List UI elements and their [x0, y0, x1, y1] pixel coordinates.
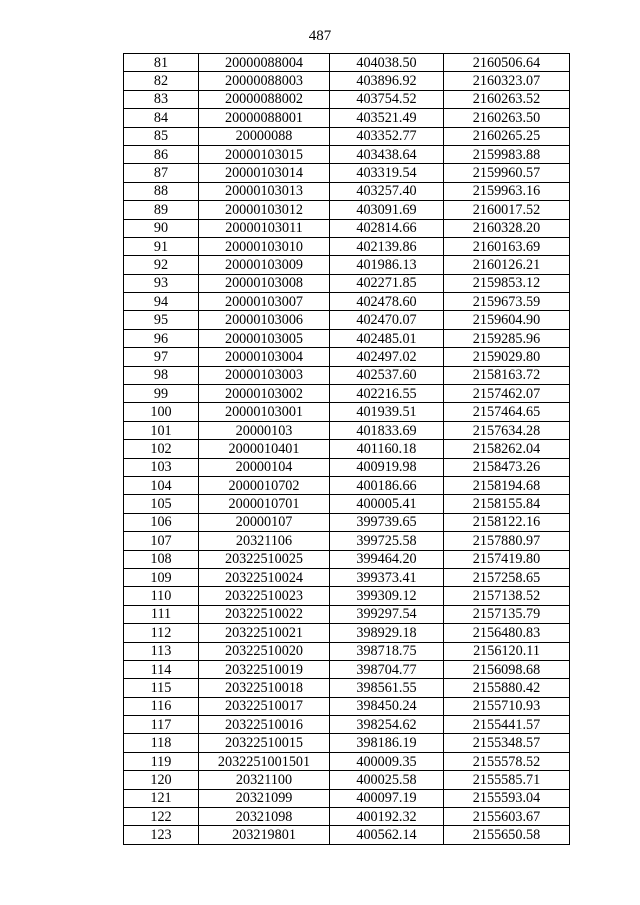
- row-number-cell: 90: [124, 219, 199, 237]
- y-coordinate-cell: 2156120.11: [444, 642, 570, 660]
- x-coordinate-cell: 402139.86: [330, 237, 444, 255]
- x-coordinate-cell: 400192.32: [330, 808, 444, 826]
- y-coordinate-cell: 2160265.25: [444, 127, 570, 145]
- y-coordinate-cell: 2160506.64: [444, 54, 570, 72]
- x-coordinate-cell: 403896.92: [330, 72, 444, 90]
- row-number-cell: 85: [124, 127, 199, 145]
- x-coordinate-cell: 398450.24: [330, 697, 444, 715]
- x-coordinate-cell: 402814.66: [330, 219, 444, 237]
- point-id-cell: 20321098: [199, 808, 330, 826]
- point-id-cell: 20000103001: [199, 403, 330, 421]
- x-coordinate-cell: 399739.65: [330, 513, 444, 531]
- point-id-cell: 20322510021: [199, 624, 330, 642]
- y-coordinate-cell: 2160323.07: [444, 72, 570, 90]
- point-id-cell: 20000103010: [199, 237, 330, 255]
- table-row: [124, 274, 570, 292]
- y-coordinate-cell: 2157135.79: [444, 605, 570, 623]
- y-coordinate-cell: 2156480.83: [444, 624, 570, 642]
- point-id-cell: 203219801: [199, 826, 330, 844]
- row-number-cell: 109: [124, 568, 199, 586]
- point-id-cell: 20322510025: [199, 550, 330, 568]
- table-row: [124, 716, 570, 734]
- y-coordinate-cell: 2155603.67: [444, 808, 570, 826]
- row-number-cell: 84: [124, 109, 199, 127]
- x-coordinate-cell: 402485.01: [330, 329, 444, 347]
- table-row: [124, 54, 570, 72]
- point-id-cell: 20322510019: [199, 660, 330, 678]
- table-row: [124, 127, 570, 145]
- table-row: [124, 109, 570, 127]
- table-row: [124, 826, 570, 844]
- point-id-cell: 2032251001501: [199, 752, 330, 770]
- row-number-cell: 123: [124, 826, 199, 844]
- x-coordinate-cell: 398929.18: [330, 624, 444, 642]
- point-id-cell: 20000103002: [199, 385, 330, 403]
- row-number-cell: 103: [124, 458, 199, 476]
- y-coordinate-cell: 2159960.57: [444, 164, 570, 182]
- row-number-cell: 99: [124, 385, 199, 403]
- x-coordinate-cell: 400186.66: [330, 476, 444, 494]
- table-row: [124, 660, 570, 678]
- row-number-cell: 91: [124, 237, 199, 255]
- point-id-cell: 20000103013: [199, 182, 330, 200]
- point-id-cell: 20000103004: [199, 348, 330, 366]
- x-coordinate-cell: 398186.19: [330, 734, 444, 752]
- x-coordinate-cell: 403352.77: [330, 127, 444, 145]
- y-coordinate-cell: 2158122.16: [444, 513, 570, 531]
- point-id-cell: 20322510018: [199, 679, 330, 697]
- x-coordinate-cell: 402271.85: [330, 274, 444, 292]
- row-number-cell: 104: [124, 476, 199, 494]
- point-id-cell: 20000103015: [199, 145, 330, 163]
- x-coordinate-cell: 401160.18: [330, 440, 444, 458]
- x-coordinate-cell: 399309.12: [330, 587, 444, 605]
- table-row: [124, 679, 570, 697]
- y-coordinate-cell: 2155650.58: [444, 826, 570, 844]
- row-number-cell: 89: [124, 201, 199, 219]
- table-row: [124, 587, 570, 605]
- table-row: [124, 458, 570, 476]
- point-id-cell: 20000103007: [199, 293, 330, 311]
- y-coordinate-cell: 2158473.26: [444, 458, 570, 476]
- y-coordinate-cell: 2155710.93: [444, 697, 570, 715]
- x-coordinate-cell: 400097.19: [330, 789, 444, 807]
- y-coordinate-cell: 2160163.69: [444, 237, 570, 255]
- x-coordinate-cell: 401833.69: [330, 421, 444, 439]
- table-row: [124, 201, 570, 219]
- point-id-cell: 20321099: [199, 789, 330, 807]
- table-row: [124, 532, 570, 550]
- x-coordinate-cell: 403257.40: [330, 182, 444, 200]
- x-coordinate-cell: 403319.54: [330, 164, 444, 182]
- row-number-cell: 113: [124, 642, 199, 660]
- y-coordinate-cell: 2160263.50: [444, 109, 570, 127]
- y-coordinate-cell: 2159963.16: [444, 182, 570, 200]
- point-id-cell: 20322510022: [199, 605, 330, 623]
- x-coordinate-cell: 400562.14: [330, 826, 444, 844]
- row-number-cell: 94: [124, 293, 199, 311]
- row-number-cell: 114: [124, 660, 199, 678]
- x-coordinate-cell: 399725.58: [330, 532, 444, 550]
- row-number-cell: 106: [124, 513, 199, 531]
- table-row: [124, 293, 570, 311]
- point-id-cell: 20000103014: [199, 164, 330, 182]
- row-number-cell: 81: [124, 54, 199, 72]
- point-id-cell: 20322510016: [199, 716, 330, 734]
- table-row: [124, 237, 570, 255]
- x-coordinate-cell: 398718.75: [330, 642, 444, 660]
- y-coordinate-cell: 2160328.20: [444, 219, 570, 237]
- point-id-cell: 20000103012: [199, 201, 330, 219]
- row-number-cell: 98: [124, 366, 199, 384]
- coordinates-table-body: [124, 54, 570, 845]
- x-coordinate-cell: 402478.60: [330, 293, 444, 311]
- row-number-cell: 88: [124, 182, 199, 200]
- y-coordinate-cell: 2155585.71: [444, 771, 570, 789]
- y-coordinate-cell: 2157634.28: [444, 421, 570, 439]
- y-coordinate-cell: 2159853.12: [444, 274, 570, 292]
- table-row: [124, 366, 570, 384]
- x-coordinate-cell: 402216.55: [330, 385, 444, 403]
- y-coordinate-cell: 2158155.84: [444, 495, 570, 513]
- table-row: [124, 145, 570, 163]
- row-number-cell: 107: [124, 532, 199, 550]
- y-coordinate-cell: 2159673.59: [444, 293, 570, 311]
- x-coordinate-cell: 399297.54: [330, 605, 444, 623]
- coordinates-table: [123, 53, 570, 845]
- y-coordinate-cell: 2157258.65: [444, 568, 570, 586]
- point-id-cell: 20000088: [199, 127, 330, 145]
- y-coordinate-cell: 2157419.80: [444, 550, 570, 568]
- row-number-cell: 82: [124, 72, 199, 90]
- x-coordinate-cell: 398254.62: [330, 716, 444, 734]
- x-coordinate-cell: 403754.52: [330, 90, 444, 108]
- table-row: [124, 697, 570, 715]
- y-coordinate-cell: 2155348.57: [444, 734, 570, 752]
- row-number-cell: 121: [124, 789, 199, 807]
- y-coordinate-cell: 2159029.80: [444, 348, 570, 366]
- row-number-cell: 110: [124, 587, 199, 605]
- table-row: [124, 182, 570, 200]
- y-coordinate-cell: 2159285.96: [444, 329, 570, 347]
- x-coordinate-cell: 398704.77: [330, 660, 444, 678]
- row-number-cell: 100: [124, 403, 199, 421]
- x-coordinate-cell: 402470.07: [330, 311, 444, 329]
- table-row: [124, 385, 570, 403]
- table-row: [124, 642, 570, 660]
- table-row: [124, 90, 570, 108]
- point-id-cell: 20000103006: [199, 311, 330, 329]
- point-id-cell: 20000103003: [199, 366, 330, 384]
- x-coordinate-cell: 402497.02: [330, 348, 444, 366]
- row-number-cell: 122: [124, 808, 199, 826]
- table-row: [124, 808, 570, 826]
- row-number-cell: 97: [124, 348, 199, 366]
- row-number-cell: 111: [124, 605, 199, 623]
- row-number-cell: 101: [124, 421, 199, 439]
- point-id-cell: 20000103: [199, 421, 330, 439]
- y-coordinate-cell: 2155578.52: [444, 752, 570, 770]
- point-id-cell: 20000107: [199, 513, 330, 531]
- row-number-cell: 95: [124, 311, 199, 329]
- point-id-cell: 20000088003: [199, 72, 330, 90]
- y-coordinate-cell: 2160263.52: [444, 90, 570, 108]
- row-number-cell: 87: [124, 164, 199, 182]
- row-number-cell: 116: [124, 697, 199, 715]
- table-row: [124, 568, 570, 586]
- x-coordinate-cell: 402537.60: [330, 366, 444, 384]
- y-coordinate-cell: 2157462.07: [444, 385, 570, 403]
- x-coordinate-cell: 399373.41: [330, 568, 444, 586]
- point-id-cell: 20322510023: [199, 587, 330, 605]
- point-id-cell: 20000088004: [199, 54, 330, 72]
- y-coordinate-cell: 2158163.72: [444, 366, 570, 384]
- x-coordinate-cell: 403091.69: [330, 201, 444, 219]
- table-row: [124, 771, 570, 789]
- y-coordinate-cell: 2155441.57: [444, 716, 570, 734]
- y-coordinate-cell: 2159604.90: [444, 311, 570, 329]
- table-row: [124, 72, 570, 90]
- y-coordinate-cell: 2160017.52: [444, 201, 570, 219]
- x-coordinate-cell: 400009.35: [330, 752, 444, 770]
- row-number-cell: 119: [124, 752, 199, 770]
- x-coordinate-cell: 404038.50: [330, 54, 444, 72]
- point-id-cell: 20000088002: [199, 90, 330, 108]
- table-row: [124, 219, 570, 237]
- table-row: [124, 513, 570, 531]
- table-row: [124, 752, 570, 770]
- row-number-cell: 115: [124, 679, 199, 697]
- row-number-cell: 117: [124, 716, 199, 734]
- y-coordinate-cell: 2158194.68: [444, 476, 570, 494]
- table-row: [124, 256, 570, 274]
- x-coordinate-cell: 399464.20: [330, 550, 444, 568]
- point-id-cell: 20322510024: [199, 568, 330, 586]
- row-number-cell: 86: [124, 145, 199, 163]
- row-number-cell: 120: [124, 771, 199, 789]
- x-coordinate-cell: 403521.49: [330, 109, 444, 127]
- table-row: [124, 476, 570, 494]
- table-row: [124, 348, 570, 366]
- table-row: [124, 311, 570, 329]
- table-row: [124, 403, 570, 421]
- x-coordinate-cell: 403438.64: [330, 145, 444, 163]
- point-id-cell: 20322510015: [199, 734, 330, 752]
- row-number-cell: 96: [124, 329, 199, 347]
- table-row: [124, 440, 570, 458]
- point-id-cell: 20321100: [199, 771, 330, 789]
- point-id-cell: 20322510017: [199, 697, 330, 715]
- y-coordinate-cell: 2158262.04: [444, 440, 570, 458]
- row-number-cell: 112: [124, 624, 199, 642]
- y-coordinate-cell: 2157138.52: [444, 587, 570, 605]
- row-number-cell: 93: [124, 274, 199, 292]
- point-id-cell: 20000103011: [199, 219, 330, 237]
- table-row: [124, 550, 570, 568]
- row-number-cell: 92: [124, 256, 199, 274]
- y-coordinate-cell: 2157880.97: [444, 532, 570, 550]
- y-coordinate-cell: 2155880.42: [444, 679, 570, 697]
- point-id-cell: 20000103008: [199, 274, 330, 292]
- y-coordinate-cell: 2157464.65: [444, 403, 570, 421]
- row-number-cell: 105: [124, 495, 199, 513]
- point-id-cell: 20322510020: [199, 642, 330, 660]
- row-number-cell: 108: [124, 550, 199, 568]
- table-row: [124, 495, 570, 513]
- table-row: [124, 624, 570, 642]
- point-id-cell: 20000088001: [199, 109, 330, 127]
- point-id-cell: 20321106: [199, 532, 330, 550]
- point-id-cell: 2000010701: [199, 495, 330, 513]
- y-coordinate-cell: 2159983.88: [444, 145, 570, 163]
- x-coordinate-cell: 401939.51: [330, 403, 444, 421]
- table-row: [124, 164, 570, 182]
- table-row: [124, 734, 570, 752]
- point-id-cell: 20000103005: [199, 329, 330, 347]
- table-row: [124, 605, 570, 623]
- x-coordinate-cell: 400005.41: [330, 495, 444, 513]
- point-id-cell: 20000104: [199, 458, 330, 476]
- page-number: 487: [308, 28, 332, 44]
- point-id-cell: 2000010702: [199, 476, 330, 494]
- y-coordinate-cell: 2160126.21: [444, 256, 570, 274]
- x-coordinate-cell: 400025.58: [330, 771, 444, 789]
- table-row: [124, 329, 570, 347]
- x-coordinate-cell: 401986.13: [330, 256, 444, 274]
- y-coordinate-cell: 2155593.04: [444, 789, 570, 807]
- x-coordinate-cell: 398561.55: [330, 679, 444, 697]
- point-id-cell: 20000103009: [199, 256, 330, 274]
- table-row: [124, 421, 570, 439]
- row-number-cell: 83: [124, 90, 199, 108]
- y-coordinate-cell: 2156098.68: [444, 660, 570, 678]
- table-row: [124, 789, 570, 807]
- row-number-cell: 102: [124, 440, 199, 458]
- point-id-cell: 2000010401: [199, 440, 330, 458]
- row-number-cell: 118: [124, 734, 199, 752]
- x-coordinate-cell: 400919.98: [330, 458, 444, 476]
